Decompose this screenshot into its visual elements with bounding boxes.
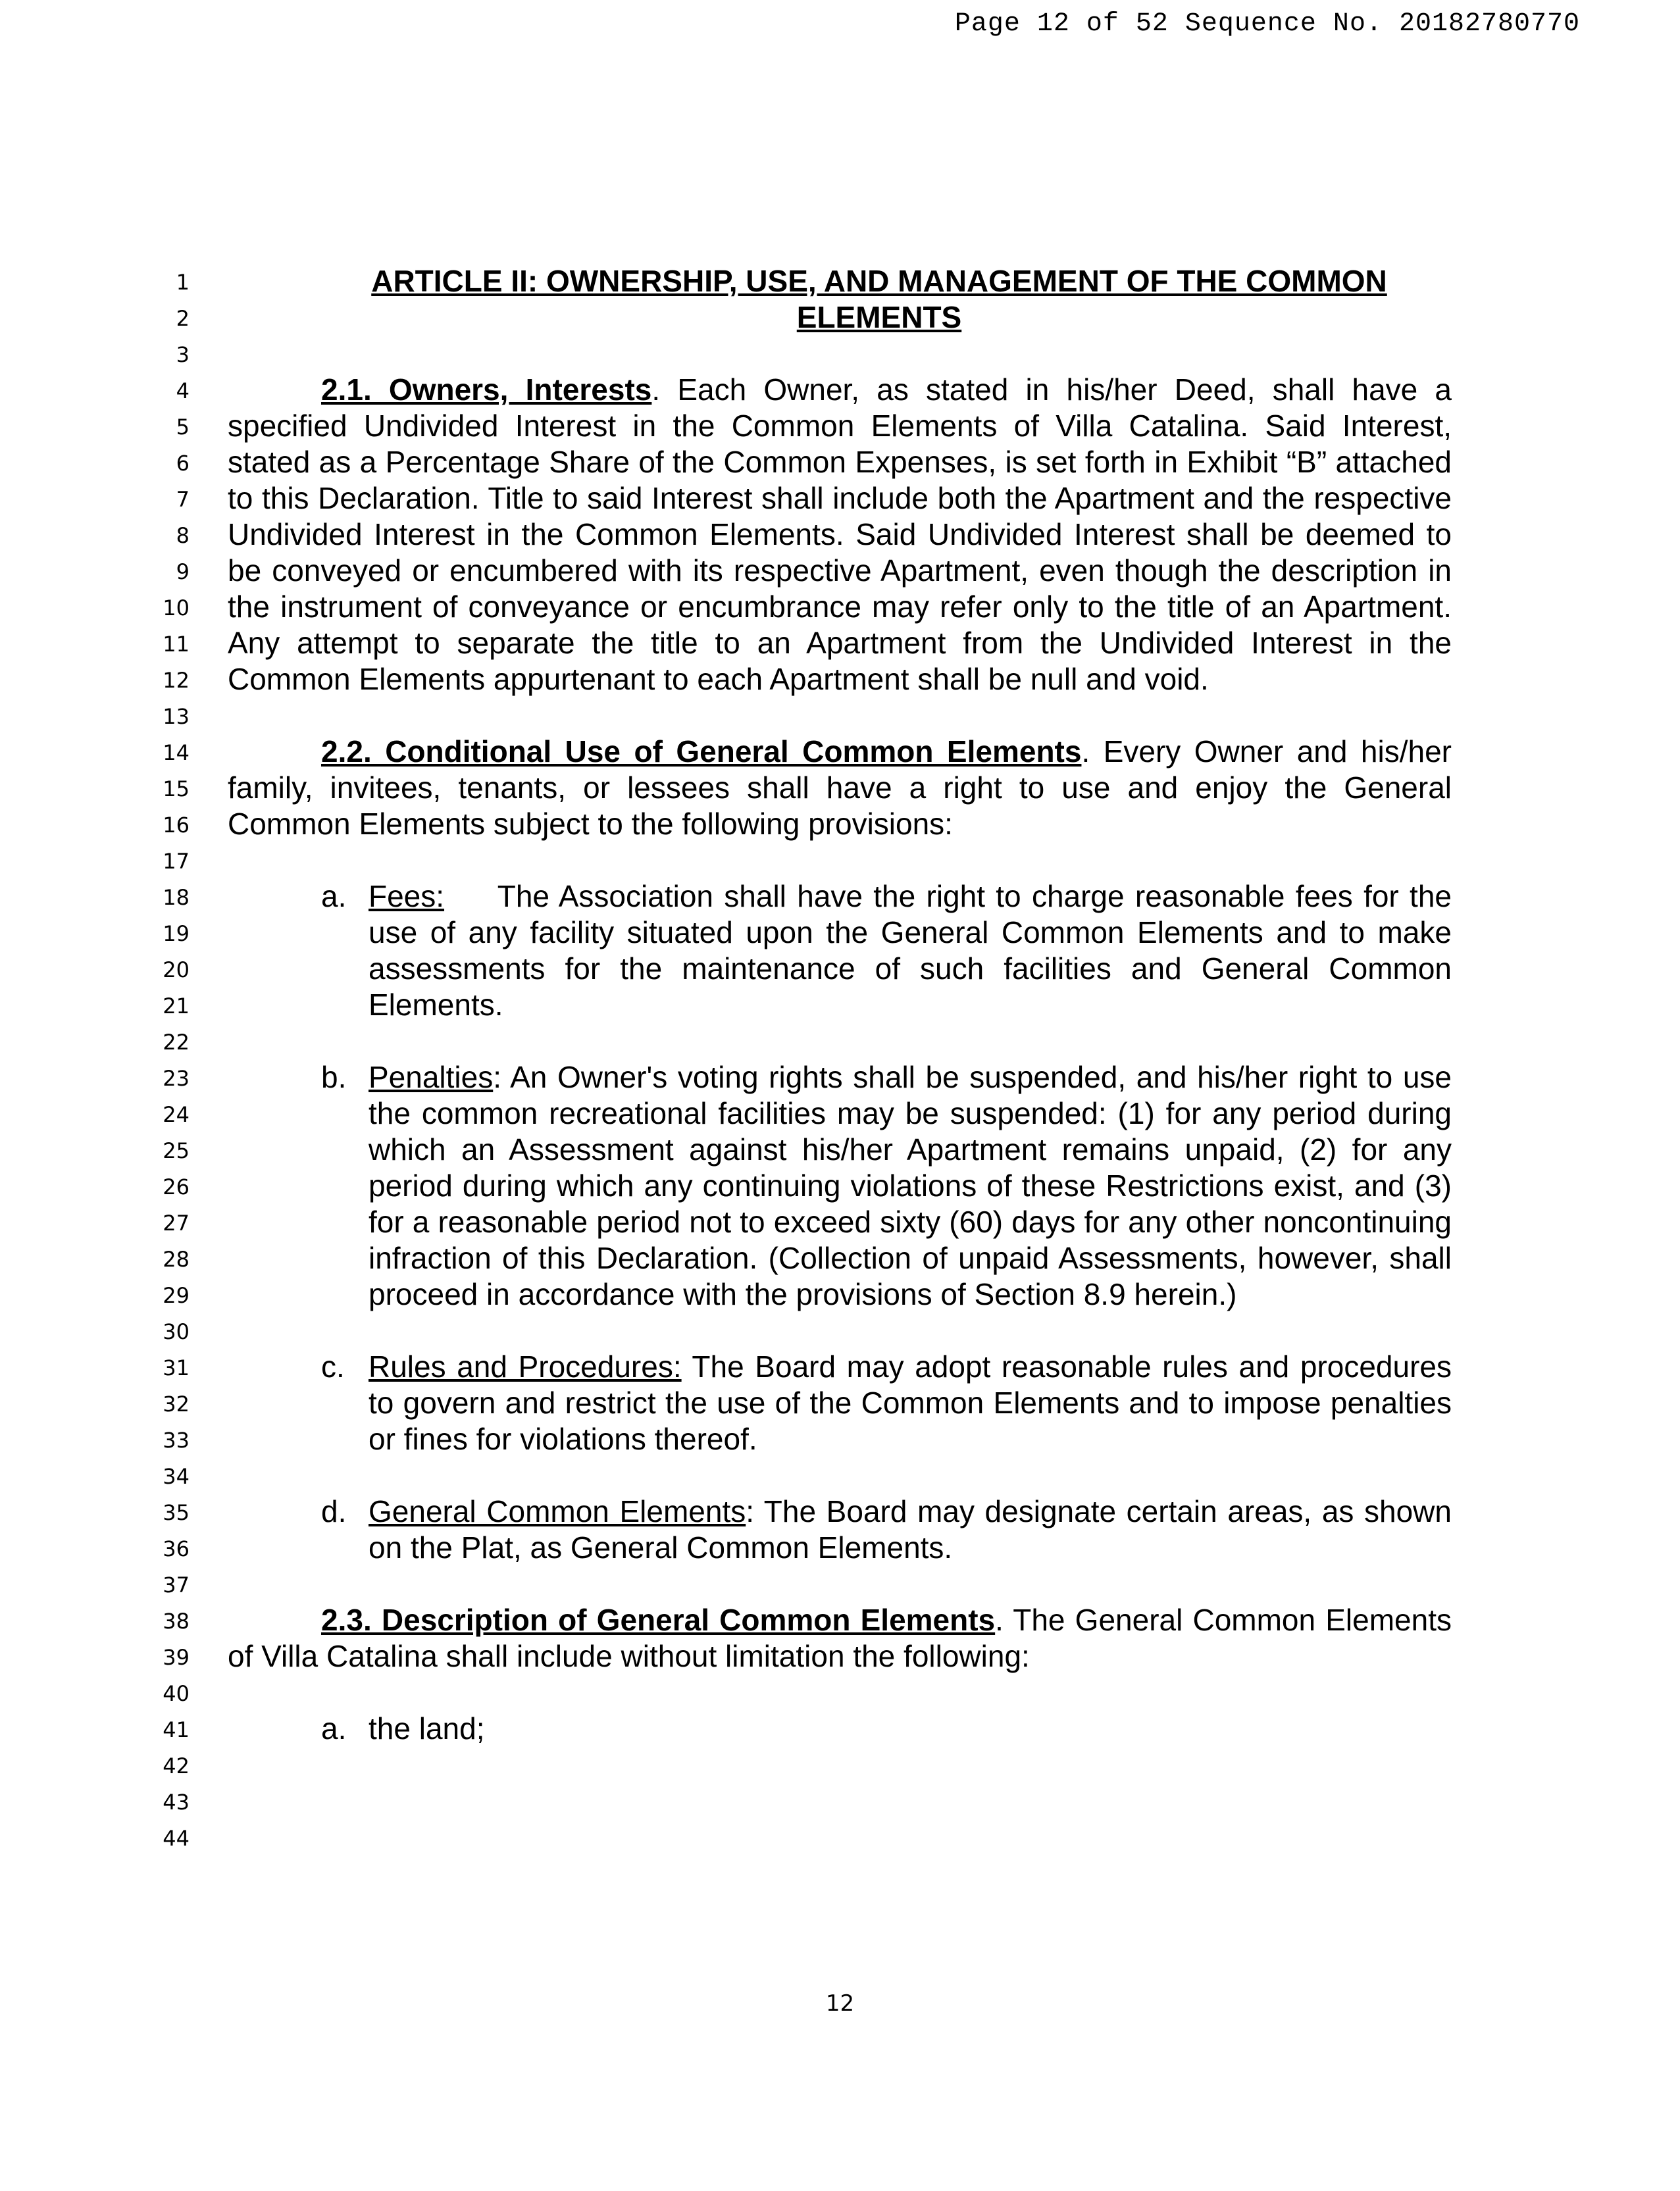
line-number: 28 bbox=[163, 1247, 190, 1272]
line-number: 22 bbox=[163, 1030, 190, 1055]
section-2-3-text: . The General Common Elements of Villa Catalina shall include without limitation the following: bbox=[228, 1603, 1452, 1673]
line-number: 27 bbox=[163, 1211, 190, 1236]
list-item-text: : An Owner's voting rights shall be suspended, and his/her right to use the common recreational facilities may be suspended: (1) for any period during which an Assessment against his/her Apartment remains unpaid, (2) for any period during which any continuing violations of these Restrictions exist, and (3) for a reasonable period not to exceed sixty (60) days for any other noncontinuing infraction of this Declaration. (Collection of unpaid Assessments, however, shall proceed in accordance with the provisions of Section 8.9 herein.) bbox=[369, 1060, 1452, 1311]
list-item-letter: c. bbox=[321, 1349, 345, 1384]
article-title-line-2: ELEMENTS bbox=[796, 300, 962, 334]
list-item-letter: b. bbox=[321, 1060, 347, 1094]
line-number: 5 bbox=[176, 415, 190, 440]
line-number: 17 bbox=[163, 849, 190, 874]
line-number: 10 bbox=[163, 595, 190, 620]
list-item-label: General Common Elements bbox=[369, 1494, 746, 1528]
list-item-general-common-elements bbox=[321, 1494, 1452, 1566]
list-item-letter: d. bbox=[321, 1494, 347, 1528]
blank-line bbox=[228, 1566, 1452, 1602]
line-number: 21 bbox=[163, 994, 190, 1019]
line-number: 3 bbox=[176, 342, 190, 367]
section-2-3-heading: 2.3. Description of General Common Elements bbox=[321, 1603, 996, 1637]
line-number: 31 bbox=[163, 1355, 190, 1380]
line-number: 7 bbox=[176, 487, 190, 512]
blank-line bbox=[228, 842, 1452, 878]
line-number: 44 bbox=[163, 1826, 190, 1851]
line-number: 24 bbox=[163, 1102, 190, 1127]
line-number: 12 bbox=[163, 668, 190, 693]
section-2-2 bbox=[228, 734, 1452, 842]
line-number: 29 bbox=[163, 1283, 190, 1308]
line-number: 13 bbox=[163, 704, 190, 729]
line-number: 39 bbox=[163, 1645, 190, 1670]
blank-line bbox=[228, 1023, 1452, 1059]
line-number: 26 bbox=[163, 1174, 190, 1199]
list-item-rules bbox=[321, 1349, 1452, 1457]
list-item-text: The Board may adopt reasonable rules and procedures to govern and restrict the use of the Common Elements and to impose penalties or fines for violations thereof. bbox=[369, 1349, 1452, 1456]
line-number: 32 bbox=[163, 1392, 190, 1417]
line-number: 14 bbox=[163, 740, 190, 765]
line-number: 43 bbox=[163, 1790, 190, 1815]
blank-line bbox=[228, 697, 1452, 734]
list-item-text: : The Board may designate certain areas, as shown on the Plat, as General Common Elements. bbox=[369, 1494, 1452, 1565]
list-item-fees bbox=[321, 878, 1460, 1023]
blank-line bbox=[228, 1313, 1452, 1349]
section-2-2-text: . Every Owner and his/her family, invitees, tenants, or lessees shall have a right to use and enjoy the General Common Elements subject to the following provisions: bbox=[228, 734, 1452, 841]
line-number: 6 bbox=[176, 451, 190, 476]
section-2-2-heading: 2.2. Conditional Use of General Common Elements bbox=[321, 734, 1082, 768]
list-item-label: Rules and Procedures: bbox=[369, 1349, 682, 1384]
line-number: 33 bbox=[163, 1428, 190, 1453]
document-body bbox=[228, 263, 1460, 1747]
line-number: 15 bbox=[163, 776, 190, 801]
line-number: 2 bbox=[176, 306, 190, 331]
line-number: 41 bbox=[163, 1717, 190, 1742]
line-number: 18 bbox=[163, 885, 190, 910]
line-number: 42 bbox=[163, 1753, 190, 1778]
article-title bbox=[228, 263, 1452, 336]
blank-line bbox=[228, 336, 1452, 372]
list-item-label: Penalties bbox=[369, 1060, 494, 1094]
line-number: 25 bbox=[163, 1138, 190, 1163]
section-2-1-text: . Each Owner, as stated in his/her Deed, shall have a specified Undivided Interest in the Common Elements of Villa Catalina. Said Interest, stated as a Percentage Share of the Common Expenses, is set forth in Exhibit “B” attached to this Declaration. Title to said Interest shall include both the Apartment and the respective Undivided Interest in the Common Elements. Said Undivided Interest shall be deemed to be conveyed or encumbered with its respective Apartment, even though the description in the instrument of conveyance or encumbrance may refer only to the title of an Apartment. Any attempt to separate the title to an Apartment from the Undivided Interest in the Common Elements appurtenant to each Apartment shall be null and void. bbox=[228, 372, 1452, 696]
list-item-text: The Association shall have the right to charge reasonable fees for the use of any facility situated upon the General Common Elements and to make assessments for the maintenance of such facilities and General Common Elements. bbox=[369, 879, 1460, 1022]
line-number: 4 bbox=[176, 378, 190, 403]
line-number: 40 bbox=[163, 1681, 190, 1706]
line-number: 16 bbox=[163, 813, 190, 838]
article-title-line-1: ARTICLE II: OWNERSHIP, USE, AND MANAGEMENT OF THE COMMON bbox=[371, 264, 1387, 298]
line-number: 8 bbox=[176, 523, 190, 548]
line-number: 19 bbox=[163, 921, 190, 946]
section-2-3 bbox=[228, 1602, 1452, 1675]
line-number: 30 bbox=[163, 1319, 190, 1344]
list-item-penalties bbox=[321, 1059, 1452, 1313]
list-item-letter: a. bbox=[321, 879, 347, 913]
line-number: 35 bbox=[163, 1500, 190, 1525]
list-item-land bbox=[321, 1711, 1452, 1747]
line-number: 20 bbox=[163, 957, 190, 982]
sequence-stamp: Page 12 of 52 Sequence No. 20182780770 bbox=[954, 9, 1580, 39]
page-number: 12 bbox=[825, 1990, 855, 2017]
list-item-label: Fees: bbox=[369, 879, 445, 913]
line-number: 38 bbox=[163, 1609, 190, 1634]
section-2-1 bbox=[228, 372, 1452, 697]
list-item-letter: a. bbox=[321, 1711, 347, 1746]
line-number: 9 bbox=[176, 559, 190, 584]
line-number: 36 bbox=[163, 1536, 190, 1561]
line-number: 37 bbox=[163, 1573, 190, 1598]
line-number: 23 bbox=[163, 1066, 190, 1091]
section-2-1-heading: 2.1. Owners, Interests bbox=[321, 372, 652, 407]
list-item-text: the land; bbox=[369, 1711, 485, 1746]
blank-line bbox=[228, 1457, 1452, 1494]
line-number: 34 bbox=[163, 1464, 190, 1489]
line-number: 1 bbox=[176, 270, 190, 295]
line-number: 11 bbox=[163, 632, 190, 657]
blank-line bbox=[228, 1675, 1452, 1711]
